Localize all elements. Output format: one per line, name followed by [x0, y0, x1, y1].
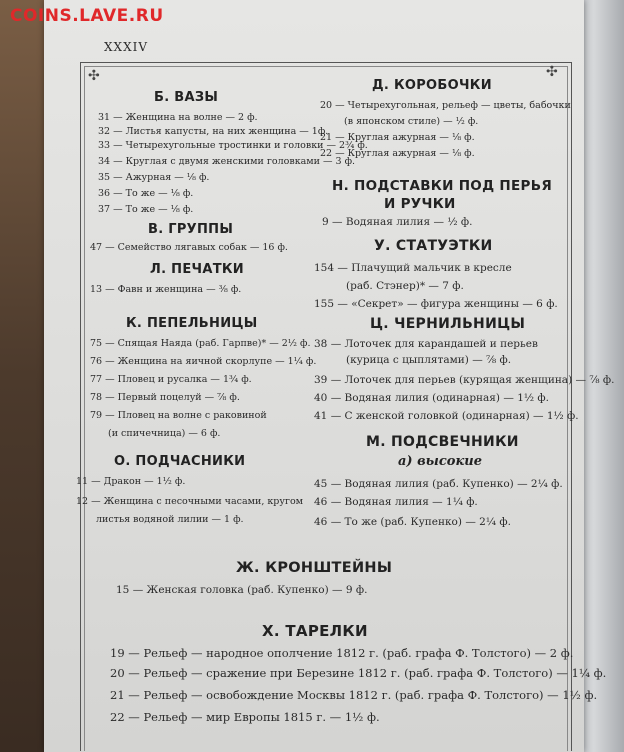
section-title-penstands-line2: И РУЧКИ [384, 196, 456, 212]
list-item: 75 — Спящая Наяда (раб. Гарпве)* — 2½ ф. [90, 338, 311, 349]
list-item: (курица с цыплятами) — ⅞ ф. [346, 354, 512, 366]
list-item: 37 — То же — ⅛ ф. [98, 204, 194, 215]
section-title-candlesticks: М. ПОДСВЕЧНИКИ [366, 434, 519, 450]
list-item: 35 — Ажурная — ⅛ ф. [98, 172, 210, 183]
section-title-groups: В. ГРУППЫ [148, 222, 234, 237]
list-item: 31 — Женщина на волне — 2 ф. [98, 112, 258, 123]
list-item: 45 — Водяная лилия (раб. Купенко) — 2¼ ф. [314, 478, 563, 490]
list-item: 32 — Листья капусты, на них женщина — 1ф. [98, 126, 329, 137]
list-item: 155 — «Секрет» — фигура женщины — 6 ф. [314, 298, 558, 310]
list-item: 47 — Семейство лягавых собак — 16 ф. [90, 242, 288, 253]
section-title-brackets: Ж. КРОНШТЕЙНЫ [236, 560, 393, 576]
list-item: 33 — Четырехугольные тростинки и головки — 2¾ ф. [98, 140, 368, 151]
list-item: 40 — Водяная лилия (одинарная) — 1½ ф. [314, 392, 549, 404]
section-subtitle-tall: а) высокие [398, 454, 482, 469]
list-item: 34 — Круглая с двумя женскими головками — 3 ф. [98, 156, 356, 167]
section-title-plates: Х. ТАРЕЛКИ [262, 622, 368, 640]
section-title-inkwells: Ц. ЧЕРНИЛЬНИЦЫ [370, 316, 526, 332]
section-title-vases: Б. ВАЗЫ [154, 90, 219, 105]
section-title-boxes: Д. КОРОБОЧКИ [372, 78, 492, 93]
list-item: 19 — Рельеф — народное ополчение 1812 г. (раб. графа Ф. Толстого) — 2 ф. [110, 646, 574, 660]
list-item: (в японском стиле) — ½ ф. [344, 116, 479, 127]
list-item: 20 — Рельеф — сражение при Березине 1812 г. (раб. графа Ф. Толстого) — 1¼ ф. [110, 666, 607, 680]
list-item: 79 — Пловец на волне с раковиной [90, 410, 267, 421]
list-item: 13 — Фавн и женщина — ⅜ ф. [90, 284, 242, 295]
list-item: 46 — Водяная лилия — 1¼ ф. [314, 496, 478, 508]
list-item: 154 — Плачущий мальчик в кресле [314, 262, 512, 274]
list-item: листья водяной лилии — 1 ф. [96, 514, 244, 525]
corner-ornament-right-icon: ✣ [546, 64, 558, 80]
list-item: 46 — То же (раб. Купенко) — 2¼ ф. [314, 516, 511, 528]
page-number: XXXIV [104, 40, 149, 54]
watermark: COINS.LAVE.RU [10, 6, 164, 26]
list-item: 77 — Пловец и русалка — 1¾ ф. [90, 374, 252, 385]
list-item: (и спичечница) — 6 ф. [108, 428, 221, 439]
corner-ornament-left-icon: ✣ [88, 68, 100, 84]
list-item: 22 — Рельеф — мир Европы 1815 г. — 1½ ф. [110, 710, 380, 724]
list-item: 39 — Лоточек для перьев (курящая женщина) — ⅞ ф. [314, 374, 615, 386]
section-title-statuettes: У. СТАТУЭТКИ [374, 238, 493, 254]
section-title-watchstands: О. ПОДЧАСНИКИ [114, 454, 246, 469]
list-item: 21 — Рельеф — освобождение Москвы 1812 г. (раб. графа Ф. Толстого) — 1½ ф. [110, 688, 598, 702]
list-item: (раб. Стэнер)* — 7 ф. [346, 280, 464, 292]
list-item: 22 — Круглая ажурная — ⅛ ф. [320, 148, 475, 159]
section-title-seals: Л. ПЕЧАТКИ [150, 262, 244, 277]
list-item: 9 — Водяная лилия — ½ ф. [322, 216, 473, 228]
list-item: 21 — Круглая ажурная — ⅛ ф. [320, 132, 475, 143]
list-item: 76 — Женщина на яичной скорлупе — 1¼ ф. [90, 356, 317, 367]
section-title-penstands: Н. ПОДСТАВКИ ПОД ПЕРЬЯ [332, 178, 553, 194]
list-item: 38 — Лоточек для карандашей и перьев [314, 338, 538, 350]
list-item: 20 — Четырехугольная, рельеф — цветы, бабочки [320, 100, 571, 111]
list-item: 36 — То же — ⅛ ф. [98, 188, 194, 199]
list-item: 78 — Первый поцелуй — ⅞ ф. [90, 392, 240, 403]
list-item: 41 — С женской головкой (одинарная) — 1½ ф. [314, 410, 579, 422]
section-title-ashtrays: К. ПЕПЕЛЬНИЦЫ [126, 316, 258, 331]
list-item: 15 — Женская головка (раб. Купенко) — 9 ф. [116, 584, 368, 596]
list-item: 11 — Дракон — 1½ ф. [76, 476, 186, 487]
list-item: 12 — Женщина с песочными часами, кругом [76, 496, 304, 507]
